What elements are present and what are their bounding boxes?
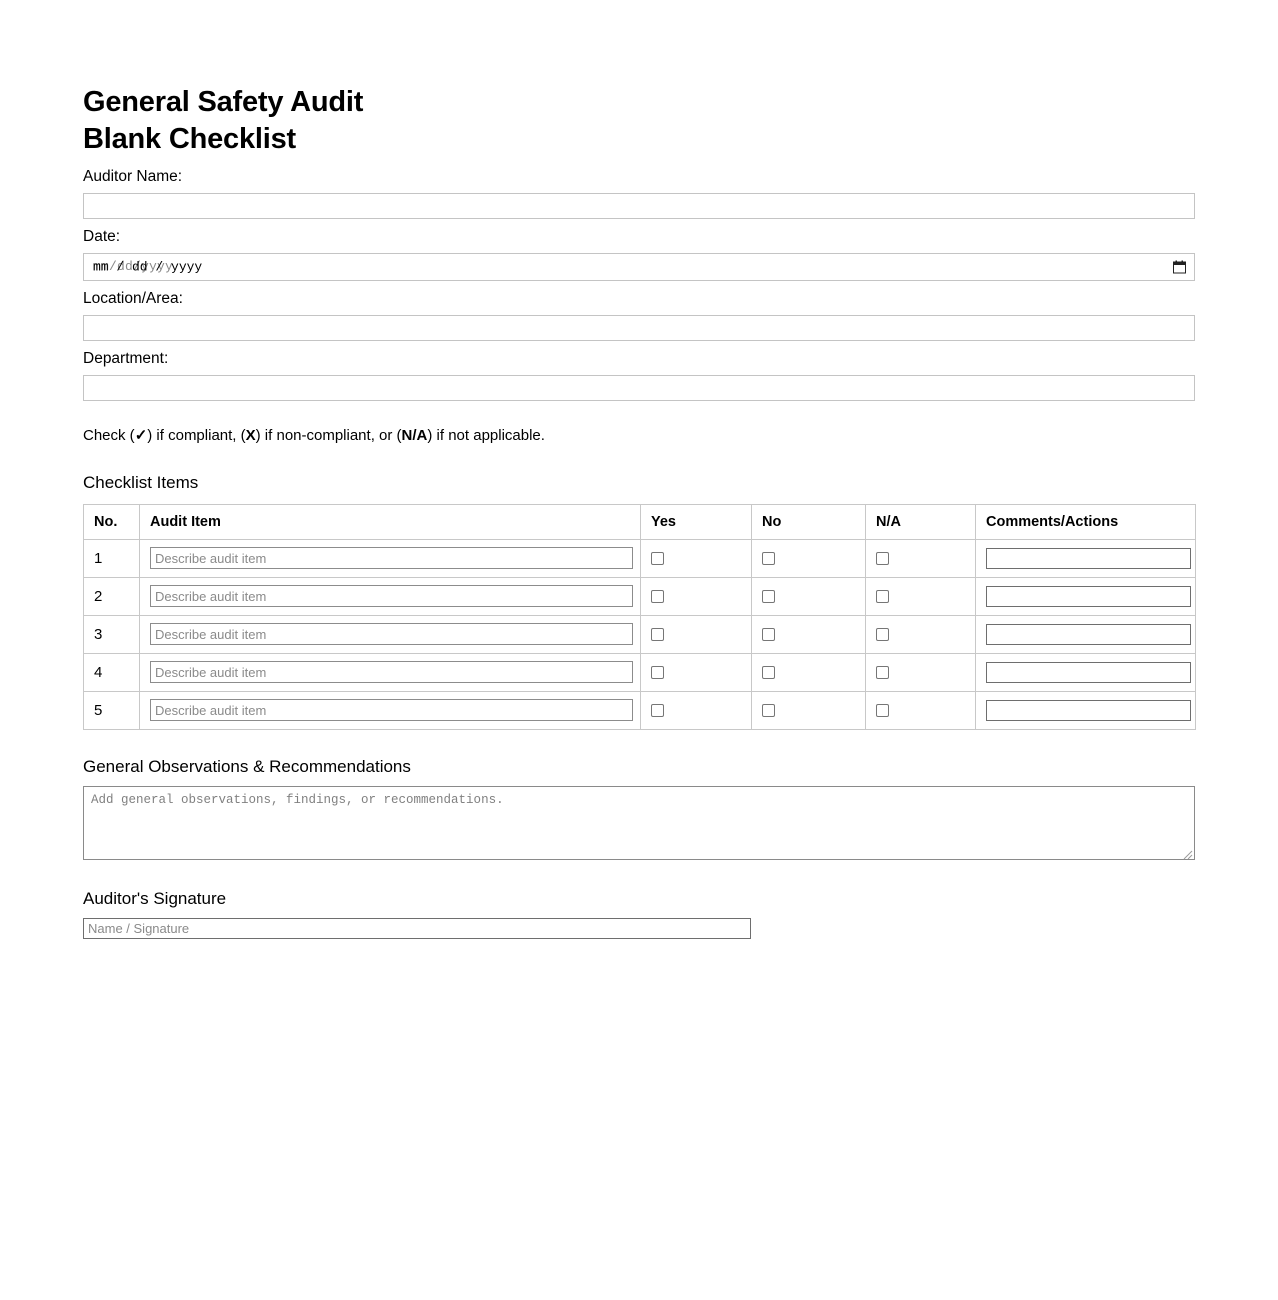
column-header-comments-actions: Comments/Actions bbox=[976, 504, 1196, 539]
instruction-check-mark: ✓ bbox=[134, 426, 148, 444]
row-yes-cell bbox=[641, 615, 752, 653]
row-na-cell bbox=[866, 653, 976, 691]
checklist-items-heading: Checklist Items bbox=[83, 472, 199, 492]
date-field-block bbox=[83, 227, 1195, 281]
row-number: 3 bbox=[84, 615, 140, 653]
row-na-cell bbox=[866, 691, 976, 729]
table-header-row bbox=[84, 504, 1196, 539]
row-no-cell bbox=[752, 539, 866, 577]
instruction-na-mark: N/A bbox=[401, 426, 428, 444]
date-input-wrapper bbox=[83, 253, 1195, 281]
yes-checkbox[interactable] bbox=[651, 666, 664, 679]
row-no-cell bbox=[752, 577, 866, 615]
table-row bbox=[84, 577, 1196, 615]
na-checkbox[interactable] bbox=[876, 590, 889, 603]
row-audit-item-cell bbox=[140, 653, 641, 691]
na-checkbox[interactable] bbox=[876, 666, 889, 679]
page-title-line-1: General Safety Audit bbox=[83, 86, 364, 118]
row-comments-cell bbox=[976, 691, 1196, 729]
yes-checkbox[interactable] bbox=[651, 628, 664, 641]
row-na-cell bbox=[866, 539, 976, 577]
column-header-yes: Yes bbox=[641, 504, 752, 539]
comments-input[interactable] bbox=[986, 586, 1191, 607]
compliance-instruction bbox=[83, 425, 1195, 446]
row-comments-cell bbox=[976, 615, 1196, 653]
yes-checkbox[interactable] bbox=[651, 704, 664, 717]
observations-wrapper bbox=[83, 786, 1195, 860]
row-comments-cell bbox=[976, 653, 1196, 691]
instruction-x-mark: X bbox=[245, 426, 256, 444]
row-audit-item-cell bbox=[140, 615, 641, 653]
yes-checkbox[interactable] bbox=[651, 552, 664, 565]
observations-heading: General Observations & Recommendations bbox=[83, 756, 411, 776]
table-row bbox=[84, 691, 1196, 729]
instruction-part-2: ) if compliant, ( bbox=[147, 426, 246, 444]
location-area-input[interactable] bbox=[83, 315, 1195, 341]
row-audit-item-cell bbox=[140, 691, 641, 729]
audit-item-input[interactable] bbox=[150, 585, 633, 607]
table-row bbox=[84, 615, 1196, 653]
no-checkbox[interactable] bbox=[762, 666, 775, 679]
table-row bbox=[84, 539, 1196, 577]
date-input[interactable] bbox=[83, 253, 1195, 281]
row-no-cell bbox=[752, 653, 866, 691]
audit-item-input[interactable] bbox=[150, 699, 633, 721]
row-comments-cell bbox=[976, 539, 1196, 577]
yes-checkbox[interactable] bbox=[651, 590, 664, 603]
department-field-block bbox=[83, 349, 1195, 401]
row-no-cell bbox=[752, 691, 866, 729]
table-row bbox=[84, 653, 1196, 691]
no-checkbox[interactable] bbox=[762, 704, 775, 717]
checklist-table bbox=[83, 504, 1196, 730]
column-header-no: No. bbox=[84, 504, 140, 539]
row-audit-item-cell bbox=[140, 577, 641, 615]
date-label: Date: bbox=[83, 227, 121, 245]
row-yes-cell bbox=[641, 577, 752, 615]
signature-heading: Auditor's Signature bbox=[83, 888, 227, 908]
row-audit-item-cell bbox=[140, 539, 641, 577]
row-na-cell bbox=[866, 577, 976, 615]
no-checkbox[interactable] bbox=[762, 628, 775, 641]
comments-input[interactable] bbox=[986, 662, 1191, 683]
row-number: 4 bbox=[84, 653, 140, 691]
instruction-part-4: ) if not applicable. bbox=[427, 426, 545, 444]
page-title-line-2: Blank Checklist bbox=[83, 122, 296, 155]
na-checkbox[interactable] bbox=[876, 628, 889, 641]
row-number: 1 bbox=[84, 539, 140, 577]
comments-input[interactable] bbox=[986, 624, 1191, 645]
row-yes-cell bbox=[641, 653, 752, 691]
audit-item-input[interactable] bbox=[150, 547, 633, 569]
column-header-na: N/A bbox=[866, 504, 976, 539]
observations-textarea[interactable] bbox=[83, 786, 1195, 860]
date-format-hint: mm / dd / yyyy bbox=[93, 259, 203, 275]
page-title bbox=[83, 84, 1195, 157]
row-yes-cell bbox=[641, 691, 752, 729]
instruction-part-3: ) if non-compliant, or ( bbox=[255, 426, 402, 444]
department-label: Department: bbox=[83, 349, 169, 367]
row-comments-cell bbox=[976, 577, 1196, 615]
instruction-part-1: Check ( bbox=[83, 426, 135, 444]
na-checkbox[interactable] bbox=[876, 704, 889, 717]
location-area-field-block bbox=[83, 289, 1195, 341]
no-checkbox[interactable] bbox=[762, 590, 775, 603]
location-area-label: Location/Area: bbox=[83, 289, 183, 307]
comments-input[interactable] bbox=[986, 700, 1191, 721]
audit-item-input[interactable] bbox=[150, 661, 633, 683]
signature-input[interactable] bbox=[83, 918, 751, 939]
auditor-name-label: Auditor Name: bbox=[83, 168, 183, 186]
no-checkbox[interactable] bbox=[762, 552, 775, 565]
audit-item-input[interactable] bbox=[150, 623, 633, 645]
observations-placeholder: Add general observations, findings, or recommendations. bbox=[91, 792, 504, 807]
auditor-name-field-block bbox=[83, 167, 1195, 219]
column-header-audit-item: Audit Item bbox=[140, 504, 641, 539]
comments-input[interactable] bbox=[986, 548, 1191, 569]
row-number: 5 bbox=[84, 691, 140, 729]
row-na-cell bbox=[866, 615, 976, 653]
row-no-cell bbox=[752, 615, 866, 653]
auditor-name-input[interactable] bbox=[83, 193, 1195, 219]
column-header-no: No bbox=[752, 504, 866, 539]
department-input[interactable] bbox=[83, 375, 1195, 401]
row-yes-cell bbox=[641, 539, 752, 577]
na-checkbox[interactable] bbox=[876, 552, 889, 565]
row-number: 2 bbox=[84, 577, 140, 615]
